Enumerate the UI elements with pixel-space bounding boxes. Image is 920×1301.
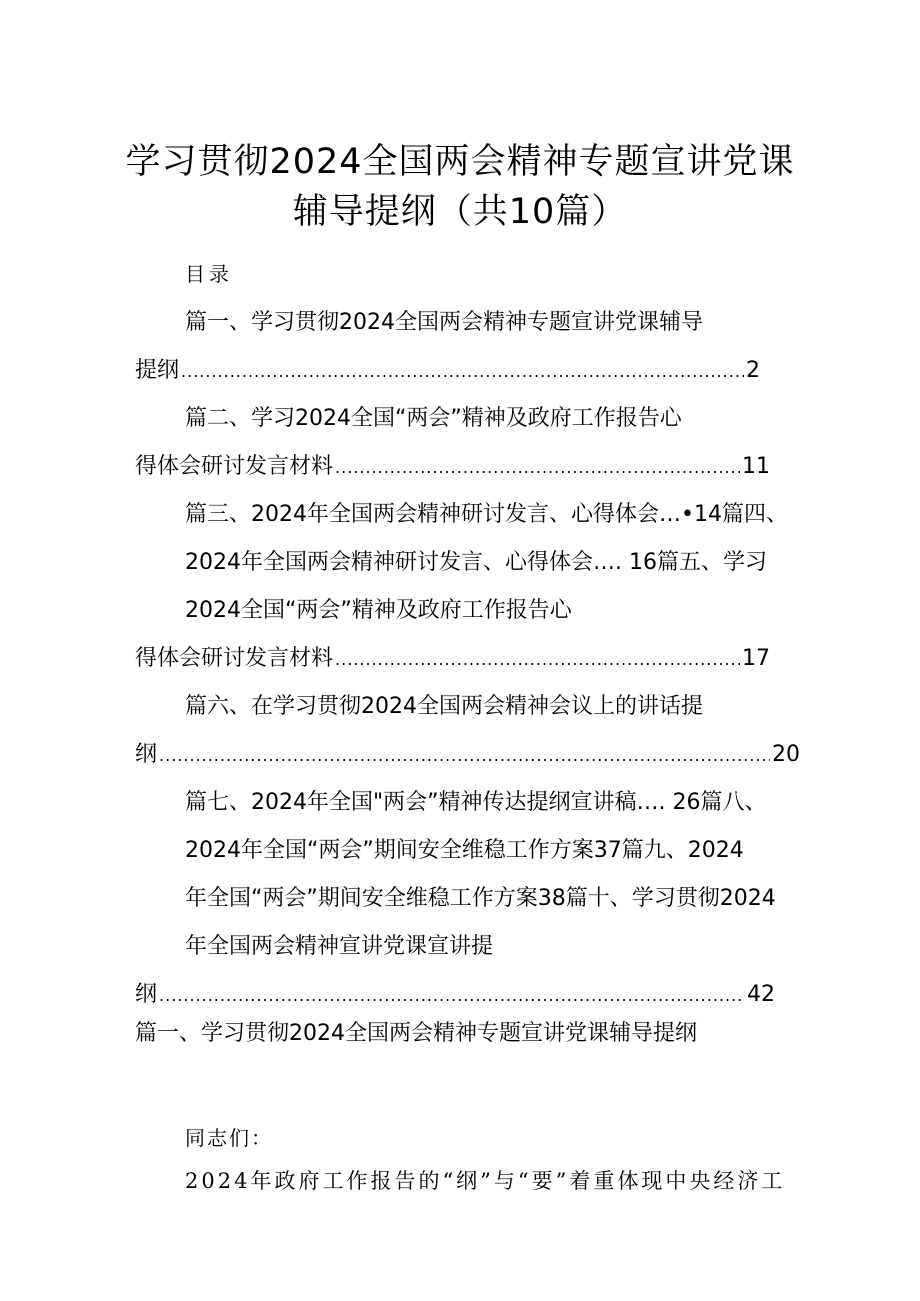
toc-entry-7-line: 篇七、2024年全国"两会”精神传达提纲宣讲稿…. 26篇八、 (185, 790, 767, 815)
toc-entry-1-title-end: 提纲 (135, 358, 180, 383)
toc-entry-2-page: 11 (742, 454, 770, 479)
toc-leader-dots (159, 981, 745, 1011)
toc-entry-10-line-2 (135, 980, 775, 1011)
toc-entry-2-line-1: 篇二、学习2024全国“两会”精神及政府工作报告心 (185, 406, 682, 431)
toc-entry-10-page: 42 (747, 982, 775, 1007)
toc-entry-1-line-2 (135, 356, 760, 387)
toc-entry-6-line-2 (135, 740, 800, 771)
toc-entry-5-title-end: 得体会研讨发言材料 (135, 646, 334, 671)
toc-entry-2-line-2 (135, 452, 770, 483)
toc-entry-6-line-1: 篇六、在学习贯彻2024全国两会精神会议上的讲话提 (185, 694, 703, 719)
toc-leader-dots (159, 741, 770, 771)
document-title-line-1: 学习贯彻2024全国两会精神专题宣讲党课 (125, 142, 795, 182)
toc-leader-dots (335, 453, 740, 483)
section-heading: 篇一、学习贯彻2024全国两会精神专题宣讲党课辅导提纲 (135, 1021, 697, 1046)
toc-entry-6-title-end: 纲 (135, 742, 158, 767)
toc-entry-10-line-1: 年全国两会精神宣讲党课宣讲提 (185, 934, 494, 959)
toc-entry-1-page: 2 (746, 358, 760, 383)
toc-entry-3-line: 篇三、2024年全国两会精神研讨发言、心得体会…•14篇四、 (185, 502, 788, 527)
toc-entry-6-page: 20 (772, 742, 800, 767)
greeting: 同志们： (185, 1126, 273, 1150)
toc-leader-dots (181, 357, 744, 387)
toc-entry-5-page: 17 (742, 646, 770, 671)
toc-entry-9-line: 年全国“两会”期间安全维稳工作方案38篇十、学习贯彻2024 (185, 886, 776, 911)
toc-label: 目录 (185, 262, 233, 286)
body-paragraph-first-line: 2024年政府工作报告的“纲”与“要”着重体现中央经济工 (185, 1169, 786, 1193)
toc-entry-8-line: 2024年全国“两会”期间安全维稳工作方案37篇九、2024 (185, 838, 744, 863)
toc-entry-4-line: 2024年全国两会精神研讨发言、心得体会…. 16篇五、学习 (185, 550, 767, 575)
toc-entry-5-line-2 (135, 644, 770, 675)
toc-entry-2-title-end: 得体会研讨发言材料 (135, 454, 334, 479)
toc-entry-10-title-end: 纲 (135, 982, 158, 1007)
toc-entry-1-line-1: 篇一、学习贯彻2024全国两会精神专题宣讲党课辅导 (185, 310, 703, 335)
toc-entry-5-line-1: 2024全国“两会”精神及政府工作报告心 (185, 598, 572, 623)
document-title-line-2: 辅导提纲（共10篇） (292, 192, 628, 232)
toc-leader-dots (335, 645, 740, 675)
